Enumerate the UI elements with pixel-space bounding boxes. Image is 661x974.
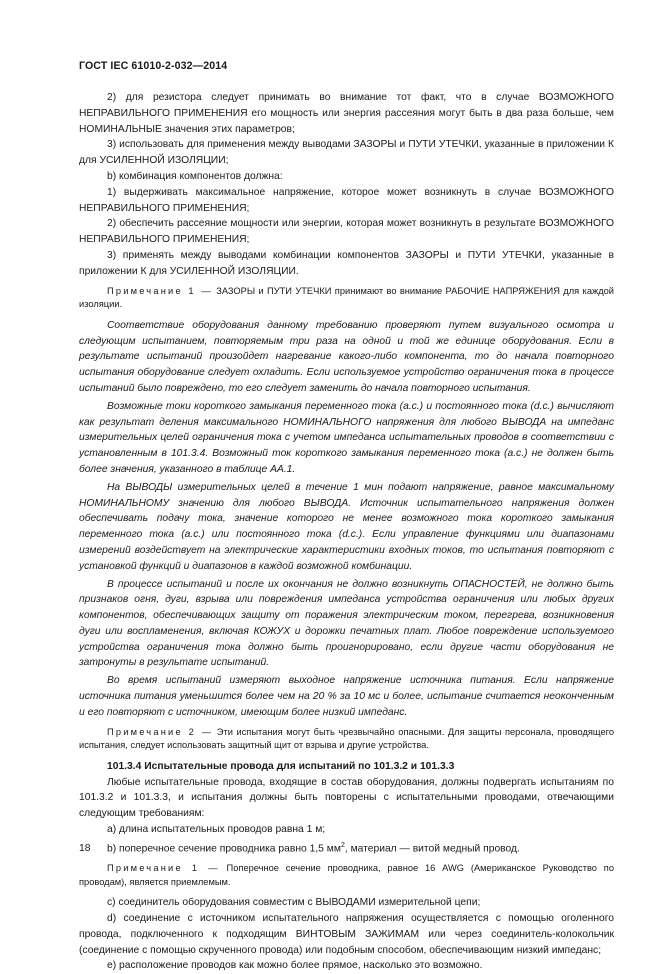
list-item: 1) выдерживать максимальное напряжение, которое может возникнуть в случае ВОЗМОЖНОГО НЕПРАВИЛЬНОГО ПРИМЕНЕНИЯ; xyxy=(79,186,614,214)
list-item-text: , материал — витой медный провод. xyxy=(344,843,520,855)
section-heading: 101.3.4 Испытательные провода для испытаний по 101.3.2 и 101.3.3 xyxy=(107,760,455,772)
list-item xyxy=(79,838,614,857)
list-item: а) длина испытательных проводов равна 1 м; xyxy=(107,824,326,836)
test-paragraph: Во время испытаний измеряют выходное напряжение источника питания. Если напряжение источника питания уменьшится более чем на 20 % за 10 мс и более, испытание считается неоконченным и его повторяют с источником, имеющим более низкий импеданс. xyxy=(79,675,614,718)
list-item: с) соединитель оборудования совместим с ВЫВОДАМИ измерительной цепи; xyxy=(107,897,481,909)
list-item: 3) применять между выводами комбинации компонентов ЗАЗОРЫ и ПУТИ УТЕЧКИ, указанные в приложении К для УСИЛЕННОЙ ИЗОЛЯЦИИ. xyxy=(79,249,614,277)
list-item: 3) использовать для применения между выводами ЗАЗОРЫ и ПУТИ УТЕЧКИ, указанные в приложении К для УСИЛЕННОЙ ИЗОЛЯЦИИ; xyxy=(79,139,614,167)
list-item: b) комбинация компонентов должна: xyxy=(107,170,283,182)
list-item-text: b) поперечное сечение проводника равно 1,5 мм xyxy=(107,843,341,855)
test-paragraph: На ВЫВОДЫ измерительных целей в течение 1 мин подают напряжение, равное максимальному НОМИНАЛЬНОМУ значению для любого ВЫВОДА. Источник испытательного напряжения должен обеспечивать подачу тока, значение которого не менее возможного тока короткого замыкания переменного тока (a.c.) или постоянного тока (d.c.). Если управление функциями или диапазонами измерений воздействует на электрические характеристики входных токов, то испытания повторяют с установкой функций и диапазонов в каждой возможной комбинации. xyxy=(79,481,614,572)
note-text: Поперечное сечение проводника, равное 16 AWG (Американское Руководство по проводам), является приемлемым. xyxy=(79,863,614,887)
note-label: Примечание 1 — xyxy=(107,863,220,874)
note-3 xyxy=(79,862,614,889)
list-item: d) соединение с источником испытательного напряжения осуществляется с помощью оголенного провода, подключенного к подходящим ВИНТОВЫМ ЗАЖИМАМ или через соединитель-колокольчик (соединение с помощью скрученного провода) или подобным способом, обеспечивающим низкий импеданс; xyxy=(79,913,614,956)
paragraph: Любые испытательные провода, входящие в состав оборудования, должны подвергать испытаниям по 101.3.2 и 101.3.3, и испытания должны быть повторены с испытательными проводами, отвечающими следующим требованиям: xyxy=(79,776,614,820)
note-1 xyxy=(79,285,614,312)
test-paragraph: Возможные токи короткого замыкания переменного тока (a.c.) и постоянного тока (d.c.) вычисляют как результат деления максимального НОМИНАЛЬНОГО напряжения для любого ВЫВОДА на импеданс измерительных целей ограничения тока с учетом импеданса испытательных проводов в соответствии с установленным в 101.3.4. Возможный ток короткого замыкания переменного тока (a.c.) не должен быть более значения, указанного в таблице АА.1. xyxy=(79,400,614,475)
page-header: ГОСТ IEC 61010-2-032—2014 xyxy=(79,60,228,72)
page-content xyxy=(79,90,614,974)
superscript: 2 xyxy=(340,841,345,849)
note-2 xyxy=(79,726,614,753)
test-paragraph: В процессе испытаний и после их окончания не должно возникнуть ОПАСНОСТЕЙ, не должно быть признаков огня, дуги, взрыва или повреждения импеданса устройства ограничения или любых других компонентов, обеспечивающих защиту от поражения электрическим током, перегрева, возникновения дуги или воспламенения, включая КОЖУХ и дорожки печатных плат. Любое повреждение используемого устройства ограничения тока должно быть проигнорировано, если другие части оборудования не затронуты в результате испытаний. xyxy=(79,578,614,669)
test-paragraph: Соответствие оборудования данному требованию проверяют путем визуального осмотра и следующим испытанием, повторяемым три раза на одной и той же единице оборудования. Если в результате испытаний произойдет нагревание какого-либо компонента, то до начала повторного испытания оборудование следует охладить. Если используемое устройство ограничения тока в процессе испытаний было повреждено, то его следует заменить до начала повторного испытания. xyxy=(79,319,614,394)
note-label: Примечание 2 — xyxy=(107,726,214,737)
list-item: 2) для резистора следует принимать во внимание тот факт, что в случае ВОЗМОЖНОГО НЕПРАВИЛЬНОГО ПРИМЕНЕНИЯ его мощность или энергия рассеяния могут быть в два раза больше, чем НОМИНАЛЬНЫЕ значения этих параметров; xyxy=(79,92,614,135)
note-text: Эти испытания могут быть чрезвычайно опасными. Для защиты персонала, проводящего испытания, следует использовать защитный щит от взрыва и другие устройства. xyxy=(79,726,614,751)
page-number: 18 xyxy=(79,843,91,854)
list-item: е) расположение проводов как можно более прямое, насколько это возможно. xyxy=(107,960,483,972)
note-text: ЗАЗОРЫ и ПУТИ УТЕЧКИ принимают во внимание РАБОЧИЕ НАПРЯЖЕНИЯ для каждой изоляции. xyxy=(79,285,614,310)
note-label: Примечание 1 — xyxy=(107,285,213,296)
list-item: 2) обеспечить рассеяние мощности или энергии, которая может возникнуть в результате ВОЗМОЖНОГО НЕПРАВИЛЬНОГО ПРИМЕНЕНИЯ; xyxy=(79,218,614,246)
